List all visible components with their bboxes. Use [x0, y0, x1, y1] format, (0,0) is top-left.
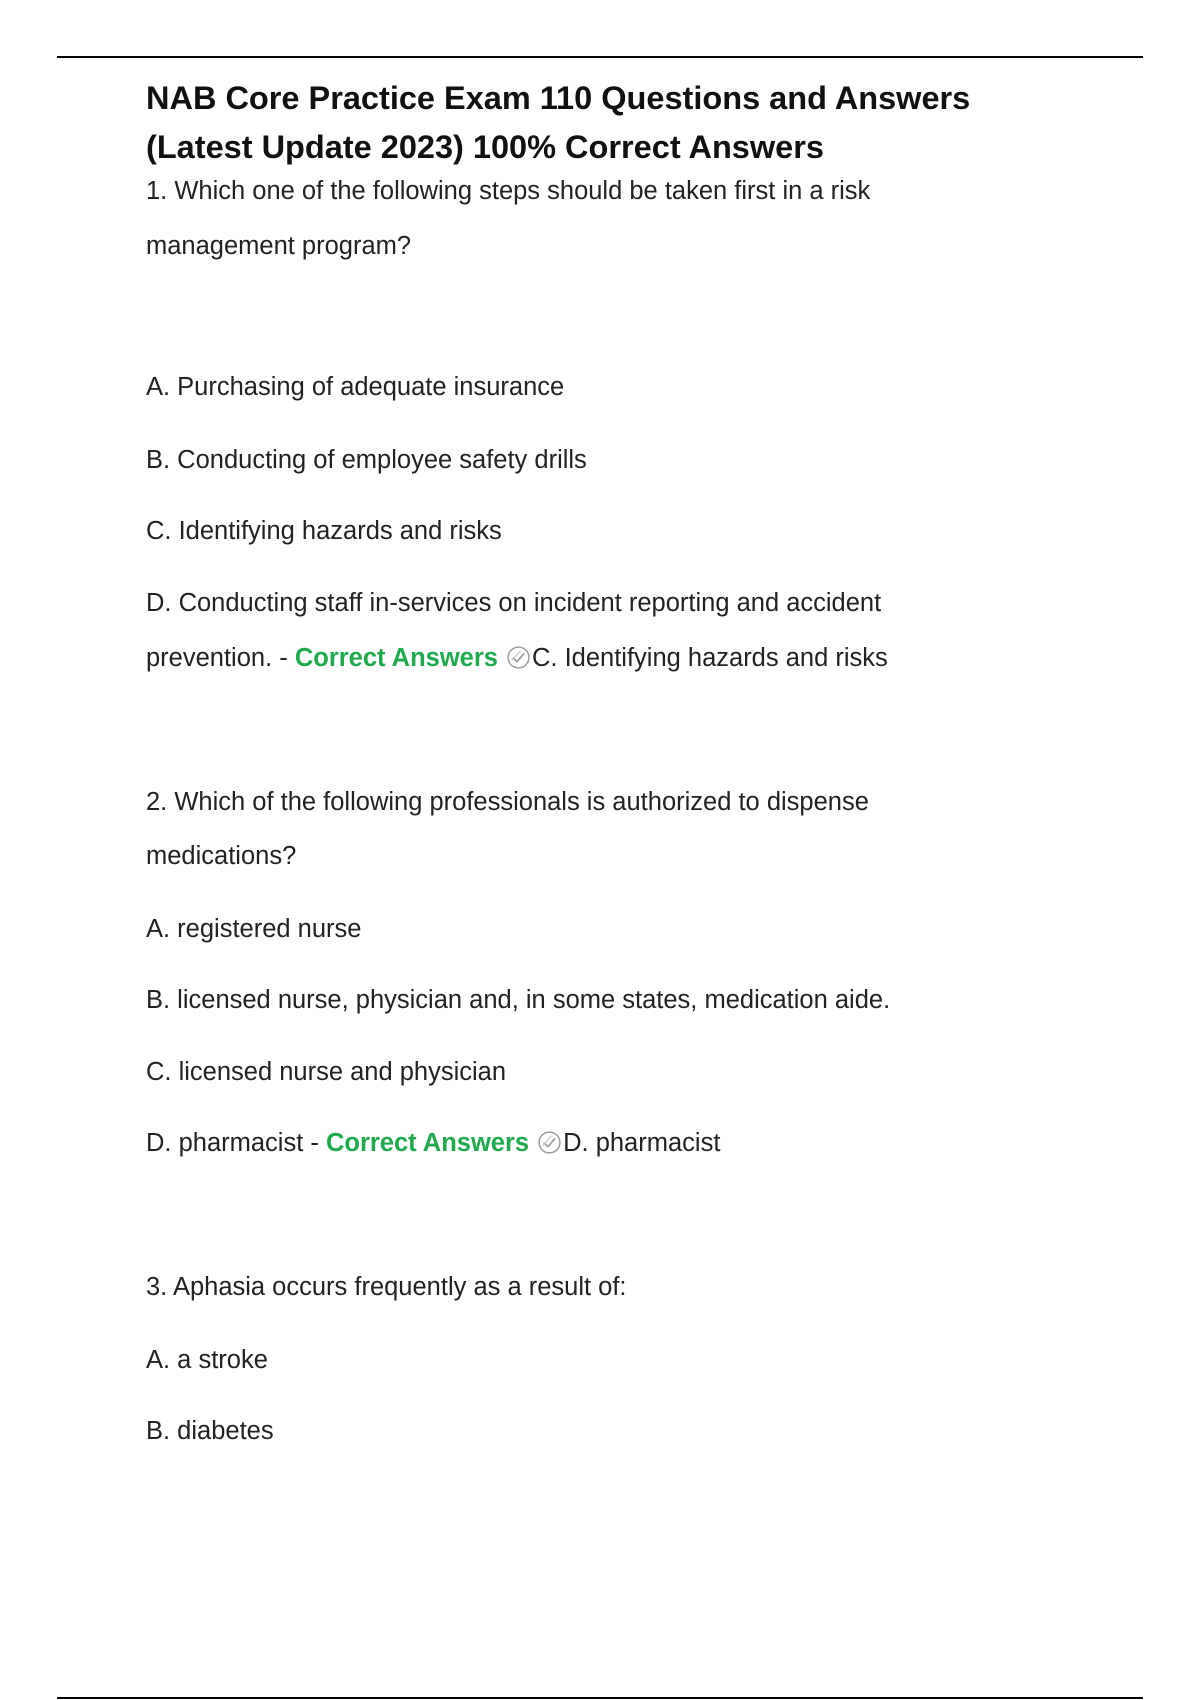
question-3-option-a: A. a stroke	[146, 1346, 268, 1374]
question-2-option-a: A. registered nurse	[146, 915, 362, 943]
title-line-2: (Latest Update 2023) 100% Correct Answers	[146, 129, 824, 165]
question-1-answer	[146, 641, 888, 675]
answer-text: C. Identifying hazards and risks	[531, 644, 888, 672]
question-3-prompt-line-1: 3. Aphasia occurs frequently as a result of:	[146, 1273, 627, 1301]
question-1-prompt-line-1: 1. Which one of the following steps should be taken first in a risk	[146, 177, 871, 205]
answer-prefix: D. pharmacist -	[146, 1129, 326, 1157]
question-1-option-c: C. Identifying hazards and risks	[146, 517, 502, 545]
answer-prefix: prevention. -	[146, 644, 295, 672]
check-circle-icon	[506, 645, 531, 670]
question-1-prompt-line-2: management program?	[146, 232, 412, 260]
question-2-option-c: C. licensed nurse and physician	[146, 1058, 507, 1086]
question-3-option-b: B. diabetes	[146, 1417, 274, 1445]
title-line-1: NAB Core Practice Exam 110 Questions and Answers	[146, 80, 971, 116]
question-2-prompt-line-2: medications?	[146, 842, 297, 870]
question-1-option-b: B. Conducting of employee safety drills	[146, 446, 587, 474]
correct-answers-label: Correct Answers	[294, 644, 498, 672]
question-2-option-b: B. licensed nurse, physician and, in some states, medication aide.	[146, 986, 891, 1014]
answer-text: D. pharmacist	[563, 1129, 721, 1157]
question-1-option-d: D. Conducting staff in-services on incident reporting and accident	[146, 589, 882, 617]
bottom-rule	[57, 1697, 1143, 1699]
document-title	[146, 74, 1096, 172]
check-circle-icon	[537, 1130, 562, 1155]
question-1-option-a: A. Purchasing of adequate insurance	[146, 373, 565, 401]
top-rule	[57, 56, 1143, 58]
question-2-answer	[146, 1126, 720, 1160]
question-2-prompt-line-1: 2. Which of the following professionals is authorized to dispense	[146, 788, 869, 816]
correct-answers-label: Correct Answers	[325, 1129, 530, 1157]
